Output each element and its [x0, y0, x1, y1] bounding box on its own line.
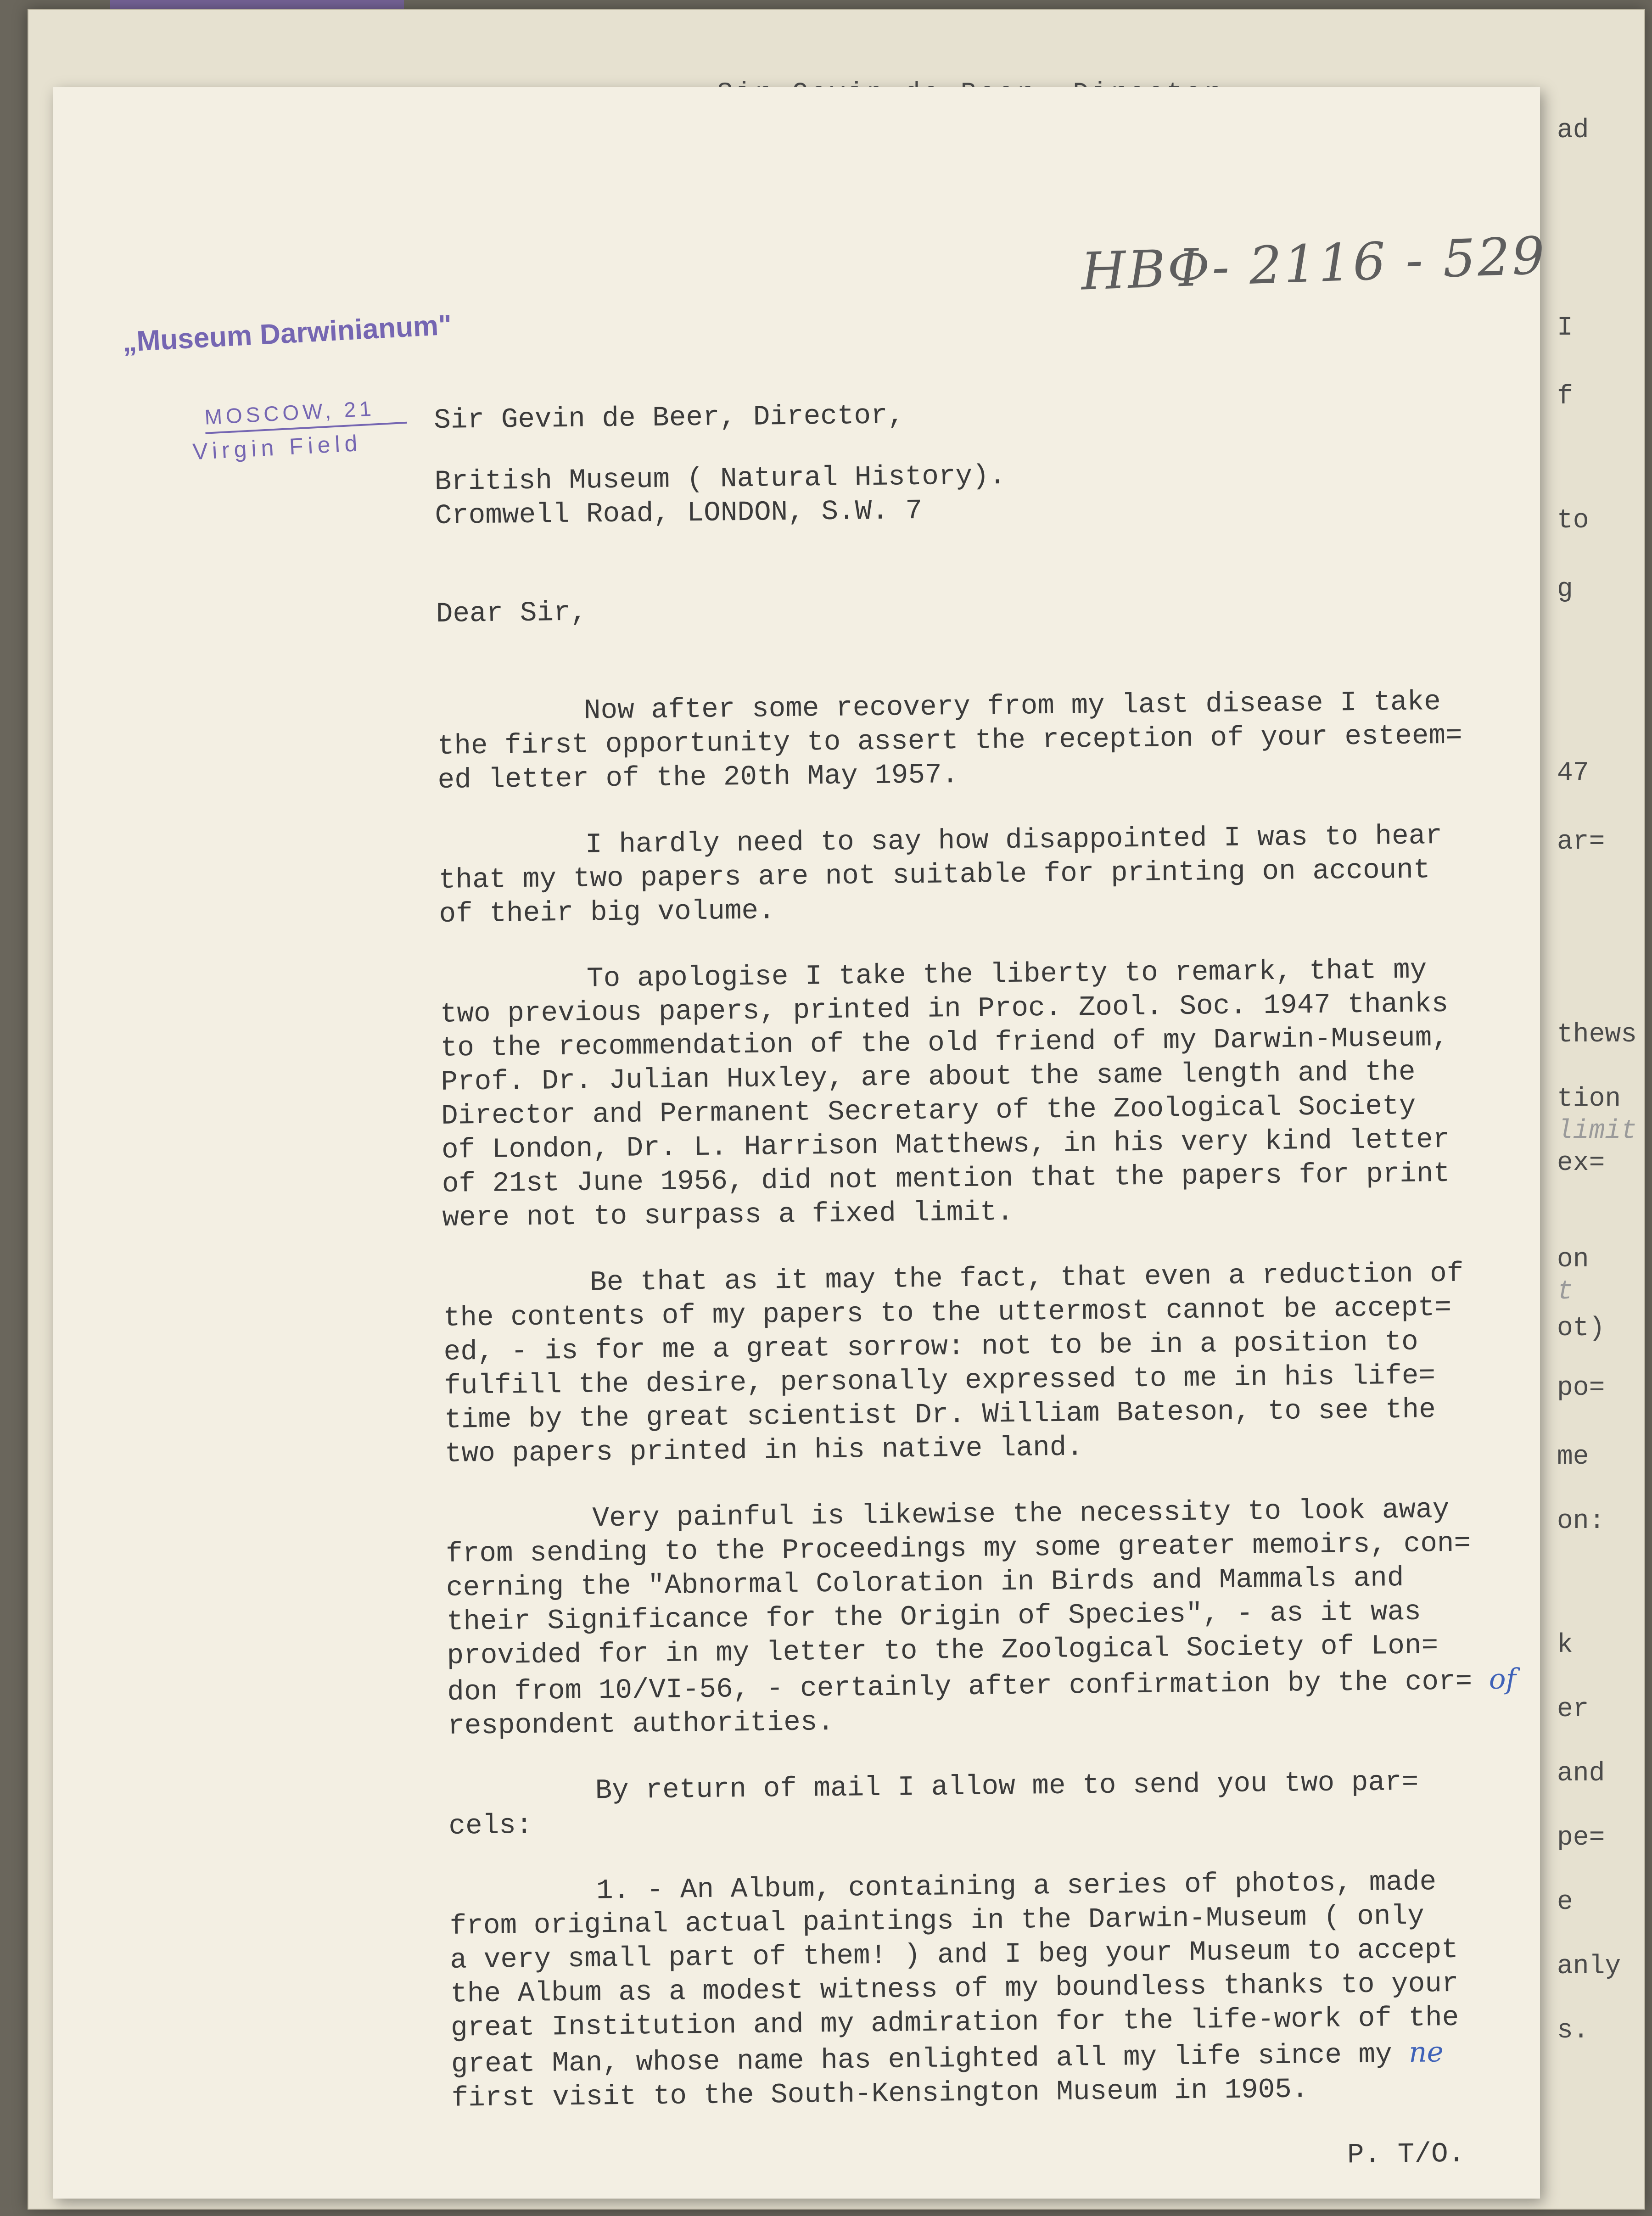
edge-fragment: I: [1557, 313, 1573, 343]
text-line: Prof. Dr. Julian Huxley, are about the same length and the: [441, 1056, 1416, 1098]
paragraph-5: [445, 1492, 1577, 1744]
edge-fragment: po=: [1557, 1373, 1605, 1403]
text-line: from original actual paintings in the Darwin-Museum ( only: [449, 1900, 1425, 1942]
text-line: Very painful is likewise the necessity to look away: [592, 1494, 1450, 1535]
edge-fragment: on: [1557, 1245, 1589, 1275]
edge-fragment: and: [1557, 1759, 1605, 1789]
museum-stamp: [122, 308, 459, 468]
stamp-museum-name: „Museum Darwinianum": [122, 309, 453, 358]
edge-fragment: to: [1557, 506, 1589, 536]
edge-fragment: limit: [1557, 1116, 1637, 1146]
edge-fragment: er: [1557, 1695, 1589, 1724]
text-line: ed letter of the 20th May 1957.: [437, 759, 959, 796]
text-line: time by the great scientist Dr. William Bateson, to see the: [444, 1394, 1436, 1436]
text-line: ed, - is for me a great sorrow: not to be in a position to: [443, 1326, 1419, 1368]
text-line: the first opportunity to assert the reception of your esteem=: [437, 720, 1463, 762]
edge-fragment: e: [1557, 1887, 1573, 1917]
text-line: Be that as it may the fact, that even a reduction of: [589, 1258, 1464, 1299]
edge-fragment: 47: [1557, 758, 1589, 788]
text-line: a very small part of them! ) and I beg your Museum to accept: [450, 1934, 1459, 1976]
text-line: 1. - An Album, containing a series of photos, made: [596, 1866, 1437, 1907]
text-line: By return of mail I allow me to send you two par=: [595, 1766, 1419, 1807]
text-line: two previous papers, printed in Proc. Zool. Soc. 1947 thanks: [440, 988, 1449, 1030]
paragraph-7: [449, 1864, 1581, 2116]
edge-fragment: me: [1557, 1442, 1589, 1472]
edge-fragment: ex=: [1557, 1148, 1605, 1178]
text-line: their Significance for the Origin of Species", - as it was: [446, 1596, 1422, 1638]
text-line: two papers printed in his native land.: [444, 1432, 1084, 1470]
salutation: Dear Sir,: [436, 597, 588, 630]
edge-fragment: thews: [1557, 1020, 1637, 1050]
text-line: fulfill the desire, personally expressed to me in his life=: [444, 1360, 1436, 1402]
edge-fragment: s.: [1557, 2016, 1589, 2046]
edge-fragment: tion: [1557, 1084, 1621, 1114]
recipient-line: Sir Gevin de Beer, Director,: [434, 400, 905, 436]
text-line: I hardly need to say how disappointed I was to hear: [585, 820, 1443, 861]
handwritten-archive-number: НВФ- 2116 - 529: [1080, 226, 1548, 302]
text-line: that my two papers are not suitable for printing on account: [438, 854, 1430, 896]
text-line: were not to surpass a fixed limit.: [442, 1196, 1014, 1234]
paragraph-2: [438, 818, 1568, 932]
letter-page: [53, 87, 1548, 2199]
purple-folder-edge: [110, 0, 404, 10]
text-line-part: great Man, whose name has enlighted all my life since my: [451, 2039, 1393, 2081]
edge-fragment: anly: [1557, 1952, 1621, 1981]
edge-fragment: on:: [1557, 1506, 1605, 1536]
text-line: cerning the "Abnormal Coloration in Birds and Mammals and: [446, 1562, 1404, 1604]
edge-fragment: ar=: [1557, 827, 1605, 857]
address-line-2: Cromwell Road, LONDON, S.W. 7: [435, 495, 923, 532]
address-line-1: British Museum ( Natural History).: [434, 460, 1006, 498]
paragraph-3: [440, 952, 1572, 1236]
handwritten-insertion: ne: [1408, 2036, 1444, 2069]
text-line: from sending to the Proceedings my some greater memoirs, con=: [445, 1528, 1471, 1570]
letter-body: [434, 392, 1581, 2182]
edge-fragment: ad: [1557, 116, 1589, 145]
edge-fragment: t: [1557, 1277, 1573, 1307]
stamp-field: Virgin Field: [192, 430, 363, 465]
text-line: of 21st June 1956, did not mention that the papers for print: [442, 1158, 1450, 1200]
text-line: first visit to the South-Kensington Museum in 1905.: [451, 2074, 1309, 2115]
edge-fragment: f: [1557, 382, 1573, 412]
edge-fragment: ot): [1557, 1314, 1605, 1343]
edge-fragment: pe=: [1557, 1823, 1605, 1853]
text-line: Now after some recovery from my last disease I take: [583, 686, 1441, 727]
stamp-city: MOSCOW, 21: [204, 394, 407, 434]
handwritten-correction: of: [1489, 1662, 1517, 1696]
paragraph-6: [448, 1764, 1578, 1844]
text-line: cels:: [448, 1809, 533, 1842]
paragraph-1: [437, 684, 1567, 798]
edge-fragment: k: [1557, 1630, 1573, 1660]
text-line: provided for in my letter to the Zoological Society of Lon=: [447, 1630, 1439, 1672]
text-line: the Album as a modest witness of my boundless thanks to your: [450, 1968, 1459, 2010]
text-line: To apologise I take the liberty to remark, that my: [586, 954, 1427, 995]
text-line: of London, Dr. L. Harrison Matthews, in his very kind letter: [441, 1124, 1450, 1166]
text-line: of their big volume.: [439, 895, 776, 930]
paragraph-4: [443, 1256, 1574, 1472]
text-line: respondent authorities.: [447, 1707, 834, 1742]
text-line: Director and Permanent Secretary of the Zoological Society: [441, 1090, 1416, 1132]
edge-fragment: g: [1557, 575, 1573, 604]
text-line: the contents of my papers to the uttermost cannot be accept=: [443, 1292, 1452, 1334]
text-line: to the recommendation of the old friend of my Darwin-Museum,: [440, 1022, 1449, 1064]
text-line: great Institution and my admiration for the life-work of the: [450, 2002, 1459, 2044]
text-line-part: don from 10/VI-56, - certainly after confirmation by the cor=: [447, 1666, 1473, 1708]
please-turn-over: P. T/O.: [1347, 2138, 1465, 2171]
